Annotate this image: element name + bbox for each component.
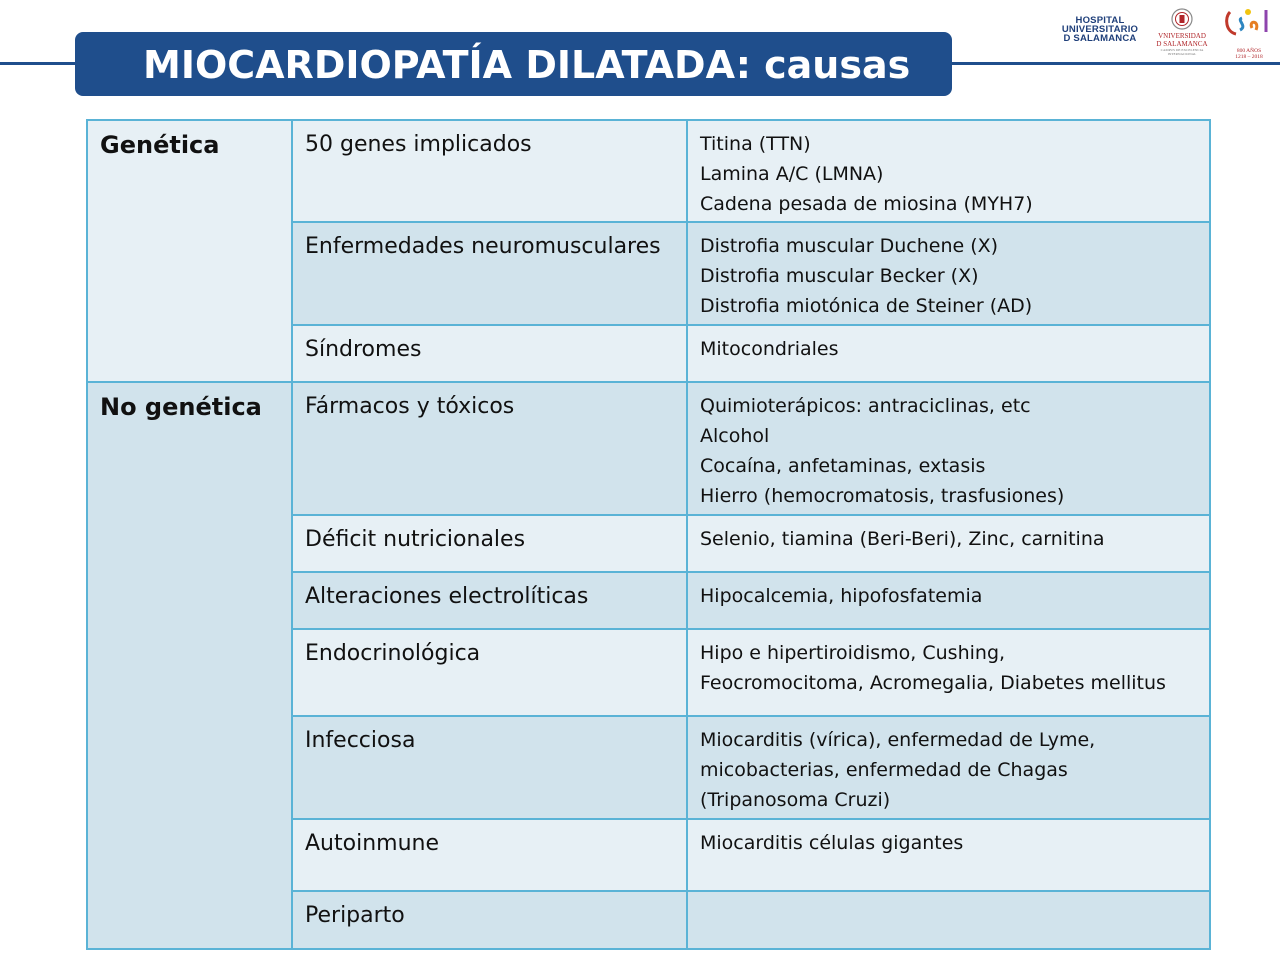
cause-cell: Autoinmune [292,819,687,891]
group-label: Genética [87,120,292,382]
university-logo-line: D SALAMANCA [1156,40,1208,48]
detail-line: Miocarditis células gigantes [700,832,964,854]
details-cell [687,819,1210,891]
table-row [87,120,1210,222]
detail-line: Selenio, tiamina (Beri-Beri), Zinc, carnitina [700,528,1105,550]
cause-cell: Síndromes [292,325,687,382]
detail-line: Feocromocitoma, Acromegalia, Diabetes mellitus [700,672,1166,694]
detail-line: Lamina A/C (LMNA) [700,163,884,185]
detail-line: Alcohol [700,425,770,447]
group-label: No genética [87,382,292,949]
hospital-logo-line: D SALAMANCA [1063,33,1137,44]
university-logo-tagline: CAMPUS DE EXCELENCIA INTERNACIONAL [1160,48,1204,56]
cause-cell: Fármacos y tóxicos [292,382,687,515]
table-row [87,382,1210,515]
detail-line: Hierro (hemocromatosis, trasfusiones) [700,485,1065,507]
details-cell [687,120,1210,222]
hospital-logo-line: HOSPITAL [1075,15,1125,26]
details-cell [687,325,1210,382]
detail-line: Titina (TTN) [700,133,811,155]
detail-line: Distrofia muscular Duchene (X) [700,235,999,257]
details-cell [687,891,1210,949]
causes-table [86,119,1211,950]
details-cell [687,716,1210,819]
anniversary-logo [1222,6,1276,60]
details-cell [687,515,1210,572]
cause-cell: Periparto [292,891,687,949]
detail-line: Distrofia miotónica de Steiner (AD) [700,295,1033,317]
detail-line: Cadena pesada de miosina (MYH7) [700,193,1033,215]
detail-line: Cocaína, anfetaminas, extasis [700,455,986,477]
details-cell [687,629,1210,716]
detail-line: Mitocondriales [700,338,839,360]
cause-cell: Déficit nutricionales [292,515,687,572]
cause-cell: Enfermedades neuromusculares [292,222,687,325]
university-seal-icon [1171,8,1193,30]
university-logo-line: VNIVERSIDAD [1158,32,1206,40]
details-cell [687,382,1210,515]
detail-line: Distrofia muscular Becker (X) [700,265,979,287]
detail-line: micobacterias, enfermedad de Chagas [700,759,1068,781]
detail-line: Miocarditis (vírica), enfermedad de Lyme, [700,729,1096,751]
detail-line: (Tripanosoma Cruzi) [700,789,891,811]
anniversary-usal-icon [1222,6,1276,44]
anniversary-years: 1218 – 2018 [1235,54,1263,60]
hospital-logo [1054,16,1146,43]
cause-cell: Alteraciones electrolíticas [292,572,687,629]
institution-logos [1050,6,1278,61]
cause-cell: Infecciosa [292,716,687,819]
detail-line: Hipocalcemia, hipofosfatemia [700,585,983,607]
cause-cell: 50 genes implicados [292,120,687,222]
page-title: MIOCARDIOPATÍA DILATADA: causas [75,32,952,96]
university-logo [1154,8,1210,56]
details-cell [687,572,1210,629]
hospital-logo-line: UNIVERSITARIO [1061,24,1139,35]
details-cell [687,222,1210,325]
anniversary-label: 800 AÑOS [1236,48,1262,54]
cause-cell: Endocrinológica [292,629,687,716]
detail-line: Quimioterápicos: antraciclinas, etc [700,395,1031,417]
detail-line: Hipo e hipertiroidismo, Cushing, [700,642,1006,664]
